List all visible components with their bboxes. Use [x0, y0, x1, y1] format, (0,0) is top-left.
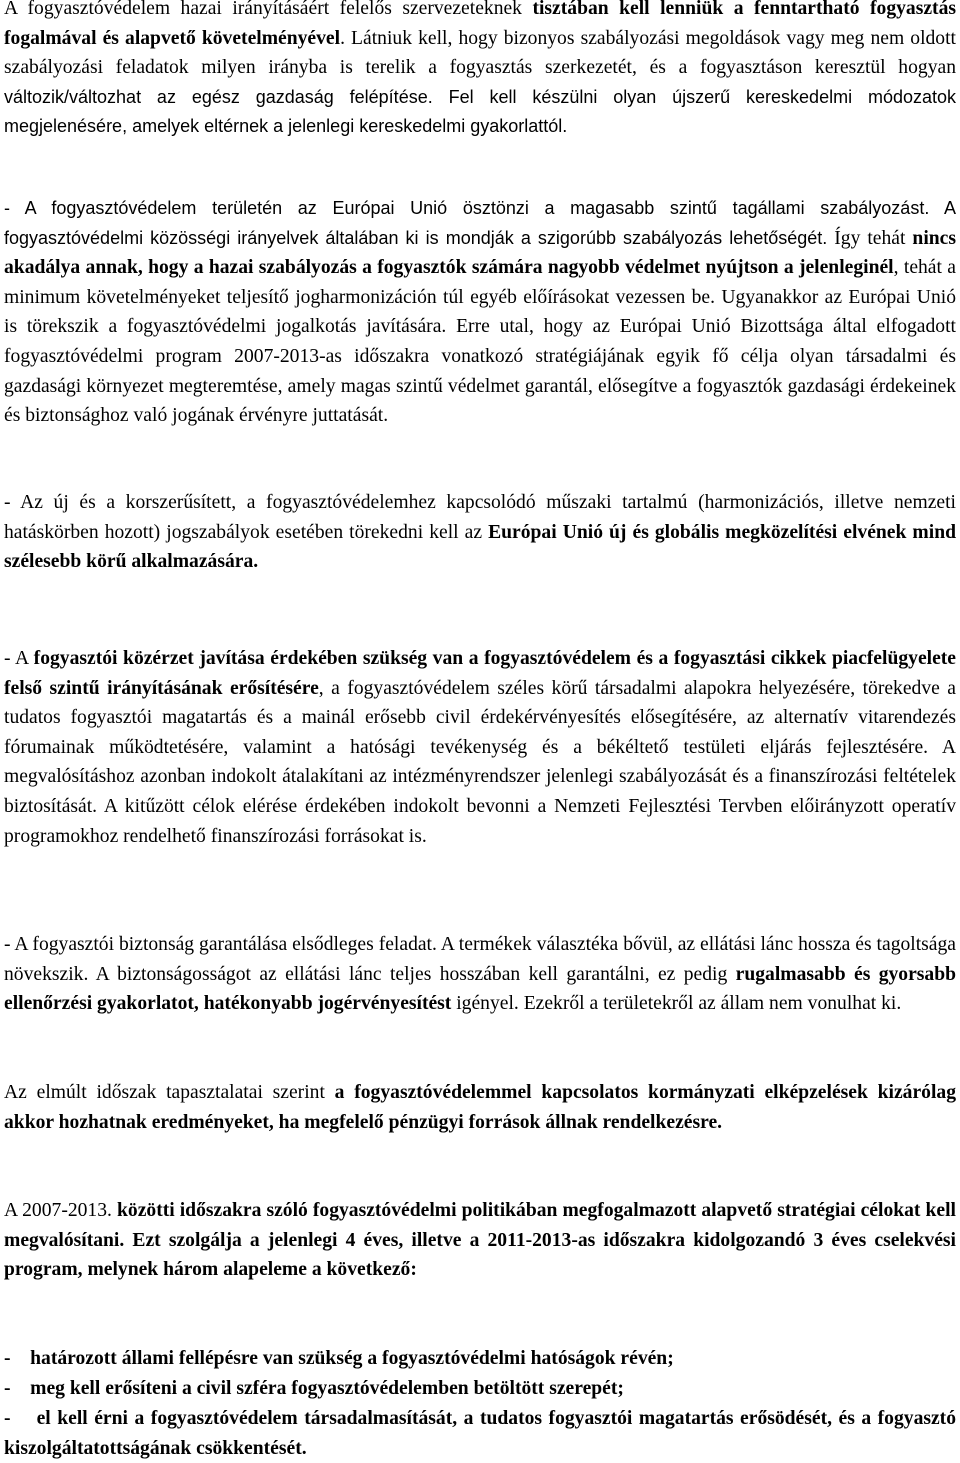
paragraph-eu-regulation: - A fogyasztóvédelem területén az Európai Unió ösztönzi a magasabb szintű tagállami szabályozást. A fogyasztóvédelmi közösségi irányelvek általában ki is mondják a szigorúbb szabályozás lehetőségét. Így tehát nincs akadálya annak, hogy a hazai szabályozás a fogyasztók számára nagyobb védelmet nyújtson a jelenleginél, tehát a minimum követelményeket teljesítő jogharmonizáción túl egyéb előírásokat vezessen be. Ugyanakkor az Európai Unió is törekszik a fogyasztóvédelmi jogalkotás javítására. Erre utal, hogy az Európai Unió Bizottsága által elfogadott fogyasztóvédelmi program 2007-2013-as időszakra vonatkozó stratégiájának egyik fő célja olyan társadalmi és gazdasági környezet megteremtése, amely magas szintű védelmet garantál, elősegítve a fogyasztók gazdasági érdekeinek és biztonsághoz való jogának érvényre juttatását. [4, 198, 956, 427]
list-item: - határozott állami fellépésre van szükség a fogyasztóvédelmi hatóságok révén; [4, 1348, 674, 1369]
list-item: - el kell érni a fogyasztóvédelem társadalmasítását, a tudatos fogyasztói magatartás erősödését, és a fogyasztó kiszolgáltatottságának csökkentését. [4, 1408, 957, 1459]
paragraph-technical-legislation: - Az új és a korszerűsített, a fogyasztóvédelemhez kapcsolódó műszaki tartalmú (harmonizációs, illetve nemzeti hatáskörben hozott) jogszabályok esetében törekedni kell az Európai Unió új és globális megközelítési elvének mind szélesebb körű alkalmazására. [4, 492, 956, 573]
list-item: - meg kell erősíteni a civil szféra fogyasztóvédelemben betöltött szerepét; [4, 1378, 624, 1399]
paragraph-consumer-safety: - A fogyasztói biztonság garantálása elsődleges feladat. A termékek választéka bővül, az ellátási lánc hossza és tagoltsága növekszik. A biztonságosságot az ellátási lánc teljes hosszában kell garantálni, ez pedig rugalmasabb és gyorsabb ellenőrzési gyakorlatot, hatékonyabb jogérvényesítést igényel. Ezekről a területekről az állam nem vonulhat ki. [4, 934, 956, 1015]
paragraph-funding: Az elmúlt időszak tapasztalatai szerint a fogyasztóvédelemmel kapcsolatos kormányzati elképzelések kizárólag akkor hozhatnak eredményeket, ha megfelelő pénzügyi források állnak rendelkezésre. [4, 1082, 956, 1133]
paragraph-sustainable-consumption: A fogyasztóvédelem hazai irányításáért felelős szervezeteknek tisztában kell lenniük a fenntartható fogyasztás fogalmával és alapvető követelményével. Látniuk kell, hogy bizonyos szabályozási megoldások vagy meg nem oldott szabályozási feladatok milyen irányba is terelik a fogyasztás szerkezetét, és a fogyasztáson keresztül hogyan változik/változhat az egész gazdaság felépítése. Fel kell készülni olyan újszerű kereskedelmi módozatok megjelenésére, amelyek eltérnek a jelenlegi kereskedelmi gyakorlattól. [4, 0, 956, 137]
paragraph-strategic-goals: A 2007-2013. közötti időszakra szóló fogyasztóvédelmi politikában megfogalmazott alapvető stratégiai célokat kell megvalósítani. Ezt szolgálja a jelenlegi 4 éves, illetve a 2011-2013-as időszakra kidolgozandó 3 éves cselekvési program, melynek három alapeleme a következő: [4, 1200, 956, 1281]
paragraph-consumer-sentiment: - A fogyasztói közérzet javítása érdekében szükség van a fogyasztóvédelem és a fogyasztási cikkek piacfelügyelete felső szintű irányításának erősítésére, a fogyasztóvédelem széles körű társadalmi alapokra helyezésére, törekedve a tudatos fogyasztói magatartás és a mainál erősebb civil érdekérvényesítés elősegítésére, az alternatív vitarendezés fórumainak működtetésére, valamint a hatósági tevékenység és a békéltető testületi eljárás fejlesztésére. A megvalósításhoz azonban indokolt átalakítani az intézményrendszer jelenlegi szabályozását és a finanszírozási feltételek biztosítását. A kitűzött célok elérése érdekében indokolt bevonni a Nemzeti Fejlesztési Tervben előirányzott operatív programokhoz rendelhető finanszírozási forrásokat is. [4, 648, 956, 847]
